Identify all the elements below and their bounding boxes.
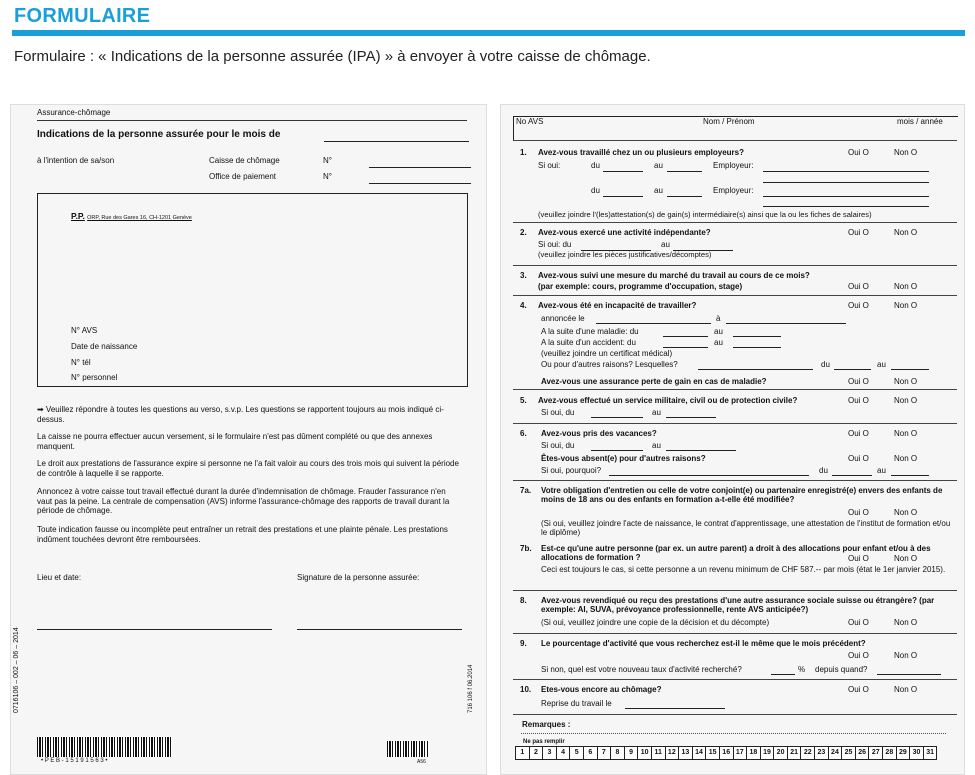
day-cell: 21 <box>788 747 802 759</box>
q6b-au: au <box>877 466 886 475</box>
q4-maladie-au-field[interactable] <box>733 336 781 337</box>
q4-autres-field[interactable] <box>698 369 813 370</box>
day-cell: 16 <box>720 747 734 759</box>
phone-label: N° tél <box>71 358 91 367</box>
q1-employeur-field-2b[interactable] <box>763 206 929 207</box>
q4-autres-au-field[interactable] <box>891 369 929 370</box>
day-cell: 2 <box>530 747 544 759</box>
q9-pct-field[interactable] <box>771 674 795 675</box>
signature-label: Signature de la personne assurée: <box>297 573 420 582</box>
q9-depuis: depuis quand? <box>815 665 868 674</box>
pp-address: ORP, Rue des Gares 16, CH-1201 Genève <box>87 215 192 221</box>
q1-oui[interactable]: Oui <box>848 148 861 157</box>
q4-autres-du: du <box>821 360 830 369</box>
day-cell: 5 <box>570 747 584 759</box>
q5-oui[interactable]: Oui <box>848 396 861 405</box>
office-no: N° <box>323 172 332 181</box>
q4-label: Avez-vous été en incapacité de travailler? <box>538 301 697 310</box>
q9-non[interactable]: Non <box>894 651 909 660</box>
hdr-avs: No AVS <box>516 117 544 126</box>
birthdate-label: Date de naissance <box>71 342 138 351</box>
q8-label: Avez-vous revendiqué ou reçu des prestations d'une autre assurance sociale suisse ou étrangère? (par exemple: AI, SUVA, prévoyance professionnelle, rente AVS anticipée?) <box>541 596 935 614</box>
q4-maladie-du: du <box>629 327 639 336</box>
q6-du-field[interactable] <box>591 450 643 451</box>
form-front-page <box>10 104 487 775</box>
info-para-1: ➡ Veuillez répondre à toutes les questions au verso, s.v.p. Les questions se rapportent toujours au mois indiqué ci-dessus. <box>37 405 444 424</box>
q7b-non[interactable]: Non <box>894 554 909 563</box>
day-grid <box>515 746 937 760</box>
q2-oui[interactable]: Oui <box>848 228 861 237</box>
q1-sioui: Si oui: <box>538 161 561 170</box>
q4-cert: (veuillez joindre un certificat médical) <box>541 349 673 358</box>
barcode-number: • P E B - 1 5 1 9 1 5 6 3 • <box>41 758 108 764</box>
q10-non[interactable]: Non <box>894 685 909 694</box>
q1-label: Avez-vous travaillé chez un ou plusieurs employeurs? <box>538 148 744 157</box>
q6-oui[interactable]: Oui <box>848 429 861 438</box>
office-field[interactable] <box>369 183 471 184</box>
q9-pct: % <box>798 665 806 674</box>
q4-autres: Ou pour d'autres raisons? Lesquelles? <box>541 360 678 369</box>
q9-oui[interactable]: Oui <box>848 651 861 660</box>
q5-sioui: Si oui, <box>541 408 564 417</box>
q3-non[interactable]: Non <box>894 282 909 291</box>
day-cell: 10 <box>638 747 652 759</box>
day-cell: 12 <box>666 747 680 759</box>
q4b-non[interactable]: Non <box>894 377 909 386</box>
address-box <box>37 193 468 387</box>
form-back-page: No AVS Nom / Prénom mois / année 1. Avez-vous travaillé chez un ou plusieurs employeurs? Oui O Non O Si oui: du au Employeur: du au Employeur: (veuillez joindre l'(les)attestation(s) de gain(s) intermédiaire(s) ainsi que la ou les fiches de salaires) 2. Avez-vous exercé une activité indépendante? Oui O Non O Si oui: du au (veuillez joindre les pièces justificatives/décomptes) 3. Avez-vous suivi une mesure du marché du travail au cours de ce mois? (par exemple: cours, programme d'occupation, stage) Oui O Non O 4. Avez-vous été en incapacité de travailler? Oui O Non O annoncée le à A la suite d'une maladie: du au A la suite d'un accident: du au (veuillez joindre un certificat médical) Ou pour d'autres raisons? Lesquelles? du au Avez-vous une assurance perte de gain en cas de maladie? Oui O Non O 5. Avez-vous effectué un service militaire, civil ou de protection civile? Oui O Non O Si oui, du au 6. Avez-vous pris des vacances? Oui O Non O Si oui, du au Êtes-vous absent(e) pour d'autres raisons? Oui O Non O Si oui, pourquoi? du au 7a. Votre obligation d'entretien ou celle de votre conjoint(e) ou partenaire enregistré(e) envers des enfants de moins de 18 ans ou des enfants en formation a-t-elle été modifiée? Oui O Non O (Si oui, veuillez joindre l'acte de naissance, le contrat d'apprentissage, une attestation de l'institut de formation et/ou le diplôme) 7b. Est-ce qu'une autre personne (par ex. un autre parent) a droit à des allocations pour enfant et/ou à des allocations de formation ? Oui O Non O Ceci est toujours le cas, si cette personne a un revenu minimum de CHF 587.-- par mois (état le 1er janvier 2015). 8. Avez-vous revendiqué ou reçu des prestations d'une autre assurance sociale suisse ou étrangère? (par exemple: AI, SUVA, prévoyance professionnelle, rente AVS anticipée?) (Si oui, veuillez joindre une copie de la décision et du décompte) Oui O Non O 9. Le pourcentage d'activité que vous recherchez est-il le même que le mois précédent? Oui O Non O Si non, quel est votre nouveau taux d'activité recherché? % depuis quand? 10. Etes-vous encore au chômage? Oui O Non O Reprise du travail le Remarques : Ne pas remplir 1 2 3 4 5 6 7 8 9 10 11 12 13 14 15 16 17 18 19 20 21 22 23 24 25 26 27 28 29 30 31 <box>500 104 965 775</box>
personnel-label: N° personnel <box>71 373 118 382</box>
lieu-label: Lieu et date: <box>37 573 82 582</box>
attention-label: à l'intention de sa/son <box>37 156 115 165</box>
q5-label: Avez-vous effectué un service militaire, civil ou de protection civile? <box>538 396 798 405</box>
day-cell: 1 <box>516 747 530 759</box>
q10-oui[interactable]: Oui <box>848 685 861 694</box>
q1-au-1: au <box>654 161 663 170</box>
q1-au-field-2[interactable] <box>667 196 702 197</box>
q1-employeur-field-2[interactable] <box>763 196 929 197</box>
day-cell: 27 <box>869 747 883 759</box>
day-cell: 8 <box>611 747 625 759</box>
q7a-oui[interactable]: Oui <box>848 508 861 517</box>
q4-a-field[interactable] <box>726 323 846 324</box>
q7b-label: Est-ce qu'une autre personne (par ex. un autre parent) a droit à des allocations pour enfant et/ou à des allocations de formation ? <box>541 544 931 562</box>
pp-label: P.P. <box>71 211 85 221</box>
q2-non[interactable]: Non <box>894 228 909 237</box>
q4-a: à <box>716 314 721 323</box>
q1-employeur-field-1b[interactable] <box>763 182 929 183</box>
q1-au-field-1[interactable] <box>667 171 702 172</box>
q3-oui[interactable]: Oui <box>848 282 861 291</box>
day-cell: 13 <box>679 747 693 759</box>
q4-autres-du-field[interactable] <box>834 369 871 370</box>
q4-accident-au: au <box>714 338 723 347</box>
q2-note: (veuillez joindre les pièces justificatives/décomptes) <box>538 250 712 259</box>
q6-au-field[interactable] <box>666 450 736 451</box>
q6b-non[interactable]: Non <box>894 454 909 463</box>
no-remplir: Ne pas remplir <box>523 739 565 745</box>
q6-pourquoi-field[interactable] <box>609 475 809 476</box>
barcode-small-label: A56 <box>417 759 426 765</box>
q2-du: du <box>562 240 572 249</box>
day-cell: 23 <box>815 747 829 759</box>
q4-autres-au: au <box>877 360 886 369</box>
q7a-label: Votre obligation d'entretien ou celle de votre conjoint(e) ou partenaire enregistré(e) envers des enfants de moins de 18 ans ou des enfants en formation a-t-elle été modifiée? <box>541 486 943 504</box>
q9-label: Le pourcentage d'activité que vous recherchez est-il le même que le mois précédent? <box>541 639 866 648</box>
day-cell: 25 <box>842 747 856 759</box>
q5-du: du <box>565 408 575 417</box>
q9-depuis-field[interactable] <box>877 674 941 675</box>
q6b-label: Êtes-vous absent(e) pour d'autres raisons? <box>541 454 706 463</box>
q1-employeur-field-1[interactable] <box>763 171 929 172</box>
q8-non[interactable]: Non <box>894 618 909 627</box>
q5-du-field[interactable] <box>591 417 643 418</box>
avs-label: N° AVS <box>71 326 98 335</box>
q1-note: (veuillez joindre l'(les)attestation(s) de gain(s) intermédiaire(s) ainsi que la ou les fiches de salaires) <box>538 210 872 219</box>
q10-label: Etes-vous encore au chômage? <box>541 685 662 694</box>
q1-du-2: du <box>591 186 600 195</box>
q3-sublabel: (par exemple: cours, programme d'occupation, stage) <box>538 282 743 291</box>
day-cell: 20 <box>774 747 788 759</box>
q6-du: du <box>565 441 575 450</box>
signature-field[interactable] <box>297 629 462 630</box>
day-cell: 11 <box>652 747 666 759</box>
day-cell: 18 <box>747 747 761 759</box>
q4-annonce-field[interactable] <box>596 323 711 324</box>
q6b-au-field[interactable] <box>891 475 929 476</box>
day-cell: 7 <box>598 747 612 759</box>
q6b-du-field[interactable] <box>832 475 872 476</box>
q1-employeur-2: Employeur: <box>713 186 754 195</box>
q4-non[interactable]: Non <box>894 301 909 310</box>
q4-maladie: A la suite d'une maladie: <box>541 327 628 336</box>
form-heading: Indications de la personne assurée pour le mois de <box>37 129 281 140</box>
month-field[interactable] <box>324 141 469 142</box>
info-para-2: La caisse ne pourra effectuer aucun versement, si le formulaire n'est pas dûment complété ou que des annexes manquent. <box>37 432 433 451</box>
side-code-right: 716 106 f 06.2014 <box>468 664 474 713</box>
day-cell: 3 <box>543 747 557 759</box>
q1-employeur-1: Employeur: <box>713 161 754 170</box>
q4-maladie-au: au <box>714 327 723 336</box>
caisse-label: Caisse de chômage <box>209 156 280 165</box>
barcode-small <box>387 741 429 757</box>
q4-annonce: annoncée le <box>541 314 585 323</box>
q2-sioui: Si oui: <box>538 240 561 249</box>
day-cell: 19 <box>761 747 775 759</box>
day-cell: 9 <box>625 747 639 759</box>
q6b-oui[interactable]: Oui <box>848 454 861 463</box>
day-cell: 14 <box>693 747 707 759</box>
side-code-left: 0716106 – 002 – 06 – 2014 <box>13 627 20 713</box>
day-cell: 28 <box>883 747 897 759</box>
day-cell: 30 <box>910 747 924 759</box>
q10-reprise: Reprise du travail le <box>541 699 612 708</box>
q4-maladie-du-field[interactable] <box>663 336 708 337</box>
q6-non[interactable]: Non <box>894 429 909 438</box>
q8-note: (Si oui, veuillez joindre une copie de la décision et du décompte) <box>541 618 770 627</box>
barcode-main <box>37 737 172 757</box>
caisse-field[interactable] <box>369 167 471 168</box>
q1-du-field-1[interactable] <box>603 171 643 172</box>
q2-label: Avez-vous exercé une activité indépendante? <box>538 228 711 237</box>
q7a-note: (Si oui, veuillez joindre l'acte de naissance, le contrat d'apprentissage, une attestation de l'institut de formation et/ou le diplôme) <box>541 519 951 537</box>
q1-au-2: au <box>654 186 663 195</box>
day-cell: 24 <box>829 747 843 759</box>
day-cell: 6 <box>584 747 598 759</box>
q5-au-field[interactable] <box>666 417 716 418</box>
q6b-du: du <box>819 466 828 475</box>
title-underline <box>12 30 965 36</box>
q6-pourquoi: Si oui, pourquoi? <box>541 466 602 475</box>
q10-reprise-field[interactable] <box>625 708 725 709</box>
day-cell: 4 <box>557 747 571 759</box>
q7b-note: Ceci est toujours le cas, si cette personne a un revenu minimum de CHF 587.-- par mois (état le 1er janvier 2015). <box>541 565 946 574</box>
q4b-oui[interactable]: Oui <box>848 377 861 386</box>
info-para-5: Toute indication fausse ou incomplète peut entraîner un retrait des prestations et une plainte pénale. Les prestations indûment touchées devront être remboursées. <box>37 525 448 544</box>
q9-note: Si non, quel est votre nouveau taux d'activité recherché? <box>541 665 742 674</box>
day-cell: 26 <box>856 747 870 759</box>
remarques-label: Remarques : <box>522 720 571 729</box>
q1-du-field-2[interactable] <box>603 196 643 197</box>
day-cell: 31 <box>926 749 934 756</box>
q8-oui[interactable]: Oui <box>848 618 861 627</box>
q1-du-1: du <box>591 161 600 170</box>
q5-non[interactable]: Non <box>894 396 909 405</box>
q4-oui[interactable]: Oui <box>848 301 861 310</box>
q4-perte: Avez-vous une assurance perte de gain en cas de maladie? <box>541 377 767 386</box>
day-cell: 17 <box>734 747 748 759</box>
info-para-4: Annoncez à votre caisse tout travail effectué durant la durée d'indemnisation de chômage. Frauder l'assurance n'en vaut pas la peine. La centrale de compensation (AVS) informe l'assurance-chômage des rapports de travail durant la période de chômage. <box>37 487 450 515</box>
q4-accident-au-field[interactable] <box>733 347 781 348</box>
q2-au: au <box>661 240 670 249</box>
q7b-oui[interactable]: Oui <box>848 554 861 563</box>
q1-non[interactable]: Non <box>894 148 909 157</box>
page-subtitle: Formulaire : « Indications de la personne assurée (IPA) » à envoyer à votre caisse de chômage. <box>14 48 651 65</box>
remarques-field[interactable] <box>521 733 946 734</box>
q7a-non[interactable]: Non <box>894 508 909 517</box>
q5-au: au <box>652 408 661 417</box>
day-cell: 22 <box>801 747 815 759</box>
hdr-month: mois / année <box>897 117 943 126</box>
info-para-3: Le droit aux prestations de l'assurance expire si personne ne l'a fait valoir au cours des trois mois qui suivent la période de contrôle à laquelle il se rapporte. <box>37 459 459 478</box>
q6-label: Avez-vous pris des vacances? <box>541 429 657 438</box>
q6-au: au <box>652 441 661 450</box>
day-cell: 15 <box>706 747 720 759</box>
q4-accident-du: du <box>627 338 636 347</box>
hdr-name: Nom / Prénom <box>703 117 755 126</box>
office-label: Office de paiement <box>209 172 277 181</box>
org-label: Assurance-chômage <box>37 108 111 117</box>
q4-accident-du-field[interactable] <box>663 347 708 348</box>
page-title: FORMULAIRE <box>14 5 151 27</box>
q6-sioui: Si oui, <box>541 441 564 450</box>
q3-label: Avez-vous suivi une mesure du marché du travail au cours de ce mois? <box>538 271 810 280</box>
caisse-no: N° <box>323 156 332 165</box>
q4-accident: A la suite d'un accident: <box>541 338 625 347</box>
lieu-field[interactable] <box>37 629 272 630</box>
day-cell: 29 <box>897 747 911 759</box>
